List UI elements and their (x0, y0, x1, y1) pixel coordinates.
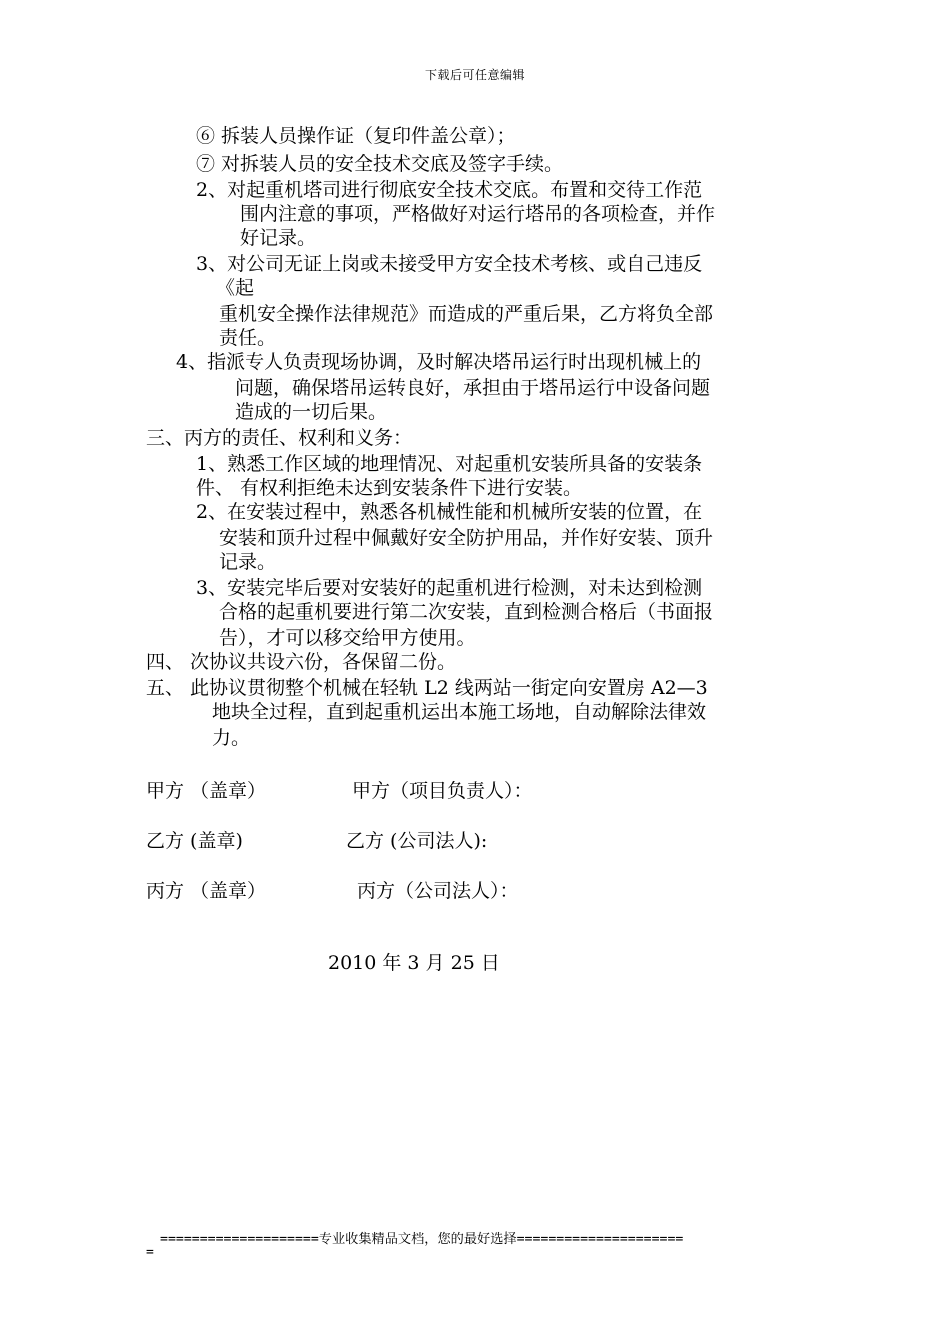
item-6: ⑥ 拆装人员操作证（复印件盖公章）； (196, 125, 516, 147)
party-c-legal-person: 丙方（公司法人）： (357, 880, 519, 902)
clause-3-line-2: 《起 (216, 277, 255, 299)
clause-2-line-3: 好记录。 (240, 227, 317, 249)
section-3-item-2-line-1: 2、在安装过程中，熟悉各机械性能和机械所安装的位置，在 (196, 501, 703, 523)
section-5-line-3: 力。 (212, 727, 251, 749)
clause-3-line-1: 3、对公司无证上岗或未接受甲方安全技术考核、或自己违反 (196, 253, 703, 275)
clause-2-line-1: 2、对起重机塔司进行彻底安全技术交底。布置和交待工作范 (196, 179, 703, 201)
party-b-legal-person: 乙方 (公司法人): (346, 830, 488, 852)
clause-4-line-1: 4、指派专人负责现场协调，及时解决塔吊运行时出现机械上的 (176, 351, 702, 373)
section-3-heading: 三、丙方的责任、权利和义务： (146, 427, 413, 449)
party-b-seal: 乙方 (盖章) (146, 830, 243, 852)
section-4: 四、 次协议共设六份，各保留二份。 (146, 651, 457, 673)
party-c-seal: 丙方 （盖章） (146, 880, 267, 902)
section-5-line-1: 五、 此协议贯彻整个机械在轻轨 L2 线两站一街定向安置房 A2—3 (146, 677, 708, 699)
clause-4-line-2: 问题，确保塔吊运转良好，承担由于塔吊运行中设备问题 (235, 377, 711, 399)
section-3-item-1-line-1: 1、熟悉工作区域的地理情况、对起重机安装所具备的安装条 (196, 453, 703, 475)
item-7: ⑦ 对拆装人员的安全技术交底及签字手续。 (196, 153, 564, 175)
signing-date: 2010 年 3 月 25 日 (328, 952, 500, 974)
section-3-item-3-line-1: 3、安装完毕后要对安装好的起重机进行检测，对未达到检测 (196, 577, 703, 599)
page-header: 下载后可任意编辑 (424, 68, 525, 82)
clause-3-line-4: 责任。 (219, 327, 277, 349)
party-a-seal: 甲方 （盖章） (146, 780, 267, 802)
section-3-item-1-line-2: 件、 有权利拒绝未达到安装条件下进行安装。 (196, 477, 583, 499)
party-a-representative: 甲方（项目负责人）： (352, 780, 533, 802)
section-3-item-3-line-2: 合格的起重机要进行第二次安装，直到检测合格后（书面报 (219, 601, 714, 623)
clause-3-line-3: 重机安全操作法律规范》而造成的严重后果，乙方将负全部 (219, 303, 714, 325)
footer-line-2: = (146, 1245, 154, 1260)
section-3-item-2-line-3: 记录。 (219, 551, 277, 573)
footer-line-1: ====================专业收集精品文档，您的最好选择===================== (160, 1232, 684, 1247)
section-3-item-2-line-2: 安装和顶升过程中佩戴好安全防护用品，并作好安装、顶升 (219, 527, 714, 549)
section-5-line-2: 地块全过程，直到起重机运出本施工场地，自动解除法律效 (212, 701, 707, 723)
clause-4-line-3: 造成的一切后果。 (235, 401, 388, 423)
section-3-item-3-line-3: 告），才可以移交给甲方使用。 (219, 627, 476, 649)
clause-2-line-2: 围内注意的事项，严格做好对运行塔吊的各项检查，并作 (240, 203, 716, 225)
